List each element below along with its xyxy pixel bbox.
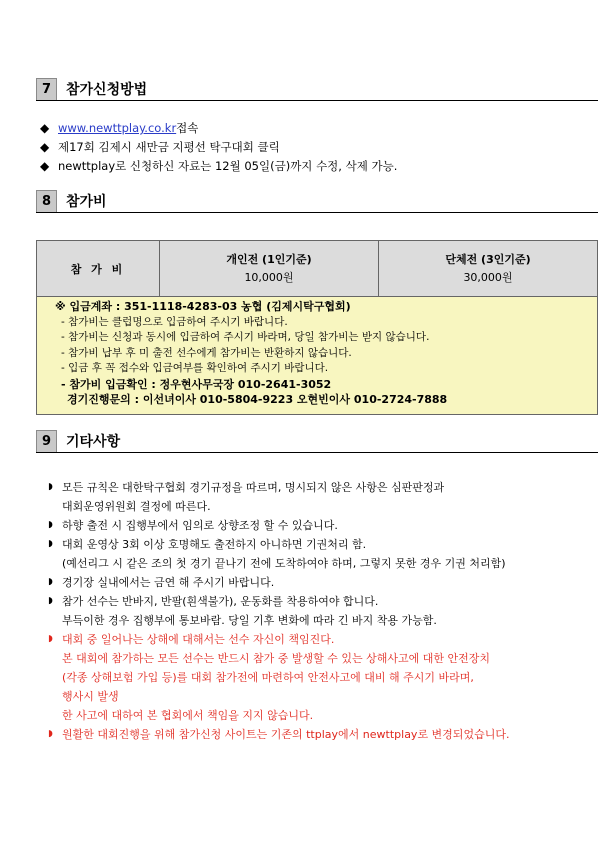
list-item-text: 접속 <box>176 121 199 135</box>
list-item-text <box>62 630 596 725</box>
list-item <box>40 119 397 138</box>
list-item-text: 제17회 김제시 새만금 지평선 탁구대회 클릭 <box>58 140 280 154</box>
list-item-text <box>62 725 596 744</box>
team-title: 단체전 (3인기준) <box>445 252 531 266</box>
list-item-text: newttplay로 신청하신 자료는 12월 05일(금)까지 수정, 삭제 가능. <box>58 159 398 173</box>
note-item: - 참가비는 신청과 동시에 입금하여 주시기 바라며, 당일 참가비는 받지 않습니다. <box>61 331 430 343</box>
inquiry-contact: 경기진행문의 : 이선녀이사 010-5804-9223 오현빈이사 010-2724-7888 <box>67 393 448 406</box>
section-8-header <box>36 190 598 213</box>
text-line: 부득이한 경우 집행부에 통보바람. 당일 기후 변화에 따라 긴 바지 착용 가능함. <box>62 614 437 627</box>
fee-table <box>36 240 598 415</box>
team-fee-cell <box>379 241 598 297</box>
list-item <box>48 516 596 535</box>
section-9-list <box>48 478 596 744</box>
text-line: 한 사고에 대하여 본 협회에서 책임을 지지 않습니다. <box>62 709 314 722</box>
list-item <box>40 138 397 157</box>
text-line: 경기장 실내에서는 금연 해 주시기 바랍니다. <box>62 576 275 589</box>
note-item: - 참가비는 클럽명으로 입금하여 주시기 바랍니다. <box>61 315 288 328</box>
list-item <box>48 573 596 592</box>
payment-notes <box>37 297 598 415</box>
section-title: 기타사항 <box>66 434 121 450</box>
half-circle-bullet-icon: ◗ <box>48 539 53 549</box>
half-circle-bullet-icon: ◗ <box>48 729 53 739</box>
section-number: 7 <box>36 78 57 100</box>
list-item <box>40 157 397 176</box>
payment-confirm-contact: - 참가비 입금확인 : 정우현사무국장 010-2641-3052 <box>61 377 332 391</box>
individual-amount: 10,000원 <box>244 270 294 284</box>
list-item <box>48 535 596 573</box>
half-circle-bullet-icon: ◗ <box>48 482 53 492</box>
text-line: 하향 출전 시 집행부에서 임의로 상향조정 할 수 있습니다. <box>62 519 338 532</box>
section-7-header <box>36 78 598 101</box>
section-number: 9 <box>36 430 57 452</box>
note-item: - 참가비 납부 후 미 출전 선수에게 참가비는 반환하지 않습니다. <box>61 346 352 359</box>
list-item <box>48 725 596 744</box>
text-line: 참가 선수는 반바지, 반팔(흰색불가), 운동화를 착용하여야 합니다. <box>62 595 379 608</box>
list-item-text <box>62 535 596 573</box>
list-item <box>48 592 596 630</box>
list-item-text <box>62 478 596 516</box>
diamond-bullet-icon: ◆ <box>40 140 50 154</box>
text-line: 원활한 대회진행을 위해 참가신청 사이트는 기존의 ttplay에서 newttplay로 변경되었습니다. <box>62 728 510 741</box>
note-item: - 입금 후 꼭 접수와 입금여부를 확인하여 주시기 바랍니다. <box>61 362 329 374</box>
diamond-bullet-icon: ◆ <box>40 121 50 135</box>
half-circle-bullet-icon: ◗ <box>48 577 53 587</box>
individual-fee-cell <box>160 241 379 297</box>
site-link[interactable]: www.newttplay.co.kr <box>58 121 177 135</box>
half-circle-bullet-icon: ◗ <box>48 596 53 606</box>
text-line: (각종 상해보험 가입 등)를 대회 참가전에 마련하여 안전사고에 대비 해 주시기 바라며, <box>62 671 474 684</box>
text-line: 행사시 발생 <box>62 690 119 703</box>
team-amount: 30,000원 <box>463 270 513 284</box>
individual-title: 개인전 (1인기준) <box>226 252 312 266</box>
text-line: (예선리그 시 같은 조의 첫 경기 끝나기 전에 도착하여야 하며, 그렇지 못한 경우 기권 처리함) <box>62 557 506 570</box>
section-7-bullets <box>40 119 397 176</box>
section-number: 8 <box>36 190 57 212</box>
section-9-header <box>36 430 598 453</box>
text-line: 대회 운영상 3회 이상 호명해도 출전하지 아니하면 기권처리 함. <box>62 538 367 551</box>
account-info: ※ 입금계좌 : 351-1118-4283-03 농협 (김제시탁구협회) <box>55 300 351 313</box>
text-line: 대회운영위원회 결정에 따른다. <box>62 500 211 513</box>
list-item-text <box>62 516 596 535</box>
list-item <box>48 478 596 516</box>
text-line: 대회 중 일어나는 상해에 대해서는 선수 자신이 책임진다. <box>62 633 335 646</box>
list-item <box>48 630 596 725</box>
text-line: 본 대회에 참가하는 모든 선수는 반드시 참가 중 발생할 수 있는 상해사고에 대한 안전장치 <box>62 652 490 665</box>
diamond-bullet-icon: ◆ <box>40 159 50 173</box>
fee-label-cell: 참 가 비 <box>37 241 160 297</box>
section-title: 참가비 <box>66 194 107 210</box>
section-title: 참가신청방법 <box>66 82 148 98</box>
list-item-text <box>62 592 596 630</box>
text-line: 모든 규칙은 대한탁구협회 경기규정을 따르며, 명시되지 않은 사항은 심판판정과 <box>62 481 445 494</box>
list-item-text <box>62 573 596 592</box>
half-circle-bullet-icon: ◗ <box>48 520 53 530</box>
half-circle-bullet-icon: ◗ <box>48 634 53 644</box>
